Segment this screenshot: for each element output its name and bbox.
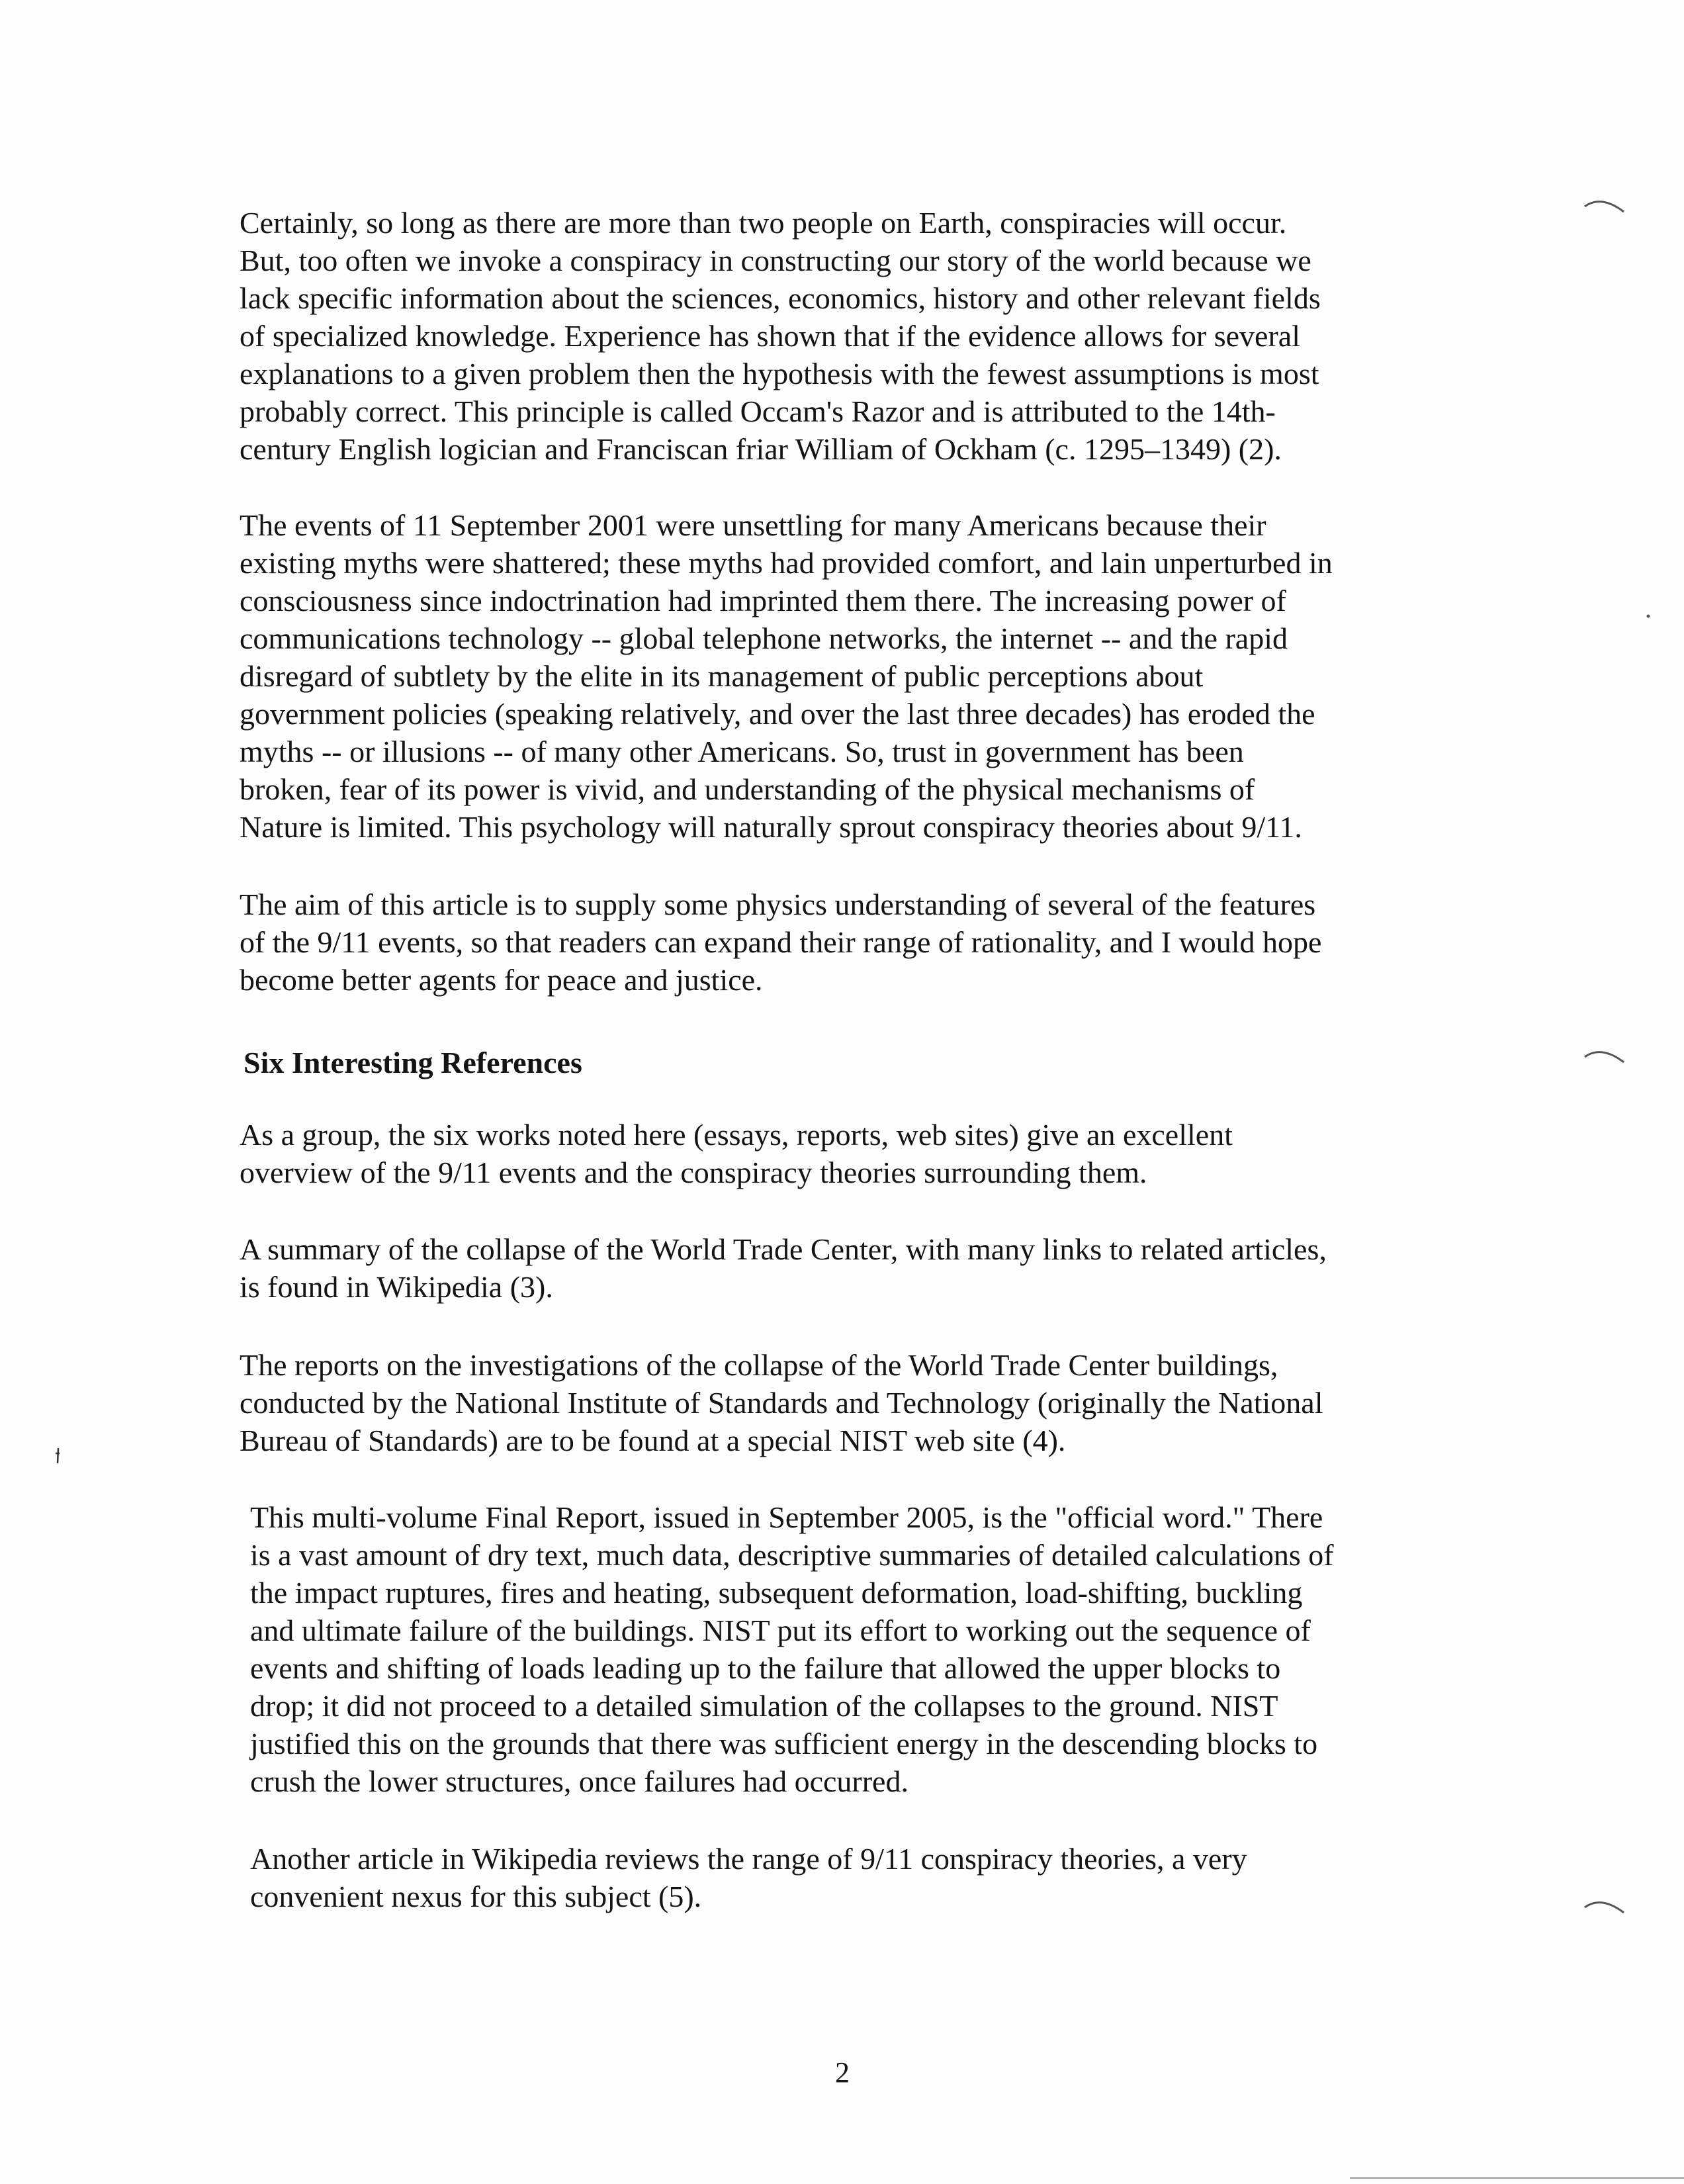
text-line: But, too often we invoke a conspiracy in constructing our story of the world because we [240, 244, 1311, 277]
text-line: is found in Wikipedia (3). [240, 1270, 553, 1304]
paragraph-nist-reports [240, 1346, 1450, 1459]
text-line: The reports on the investigations of the collapse of the World Trade Center buildings, [240, 1348, 1278, 1382]
paragraph-september-events [240, 506, 1450, 846]
text-line: government policies (speaking relatively, and over the last three decades) has eroded the [240, 697, 1315, 731]
text-line: overview of the 9/11 events and the conspiracy theories surrounding them. [240, 1156, 1147, 1189]
text-line: the impact ruptures, fires and heating, subsequent deformation, load-shifting, buckling [250, 1576, 1303, 1610]
scan-speck [1644, 612, 1652, 620]
text-line: Another article in Wikipedia reviews the range of 9/11 conspiracy theories, a very [250, 1842, 1247, 1876]
text-line: Nature is limited. This psychology will naturally sprout conspiracy theories about 9/11. [240, 810, 1302, 844]
paragraph-article-aim [240, 886, 1450, 999]
text-line: of specialized knowledge. Experience has shown that if the evidence allows for several [240, 319, 1300, 353]
page-number: 2 [835, 2056, 850, 2089]
text-line: disregard of subtlety by the elite in its management of public perceptions about [240, 659, 1204, 693]
text-line: lack specific information about the sciences, economics, history and other relevant fields [240, 281, 1321, 315]
text-line: probably correct. This principle is called Occam's Razor and is attributed to the 14th- [240, 394, 1276, 428]
text-line: century English logician and Franciscan friar William of Ockham (c. 1295–1349) (2). [240, 432, 1282, 466]
binder-hole-mark [1581, 1042, 1628, 1069]
section-heading: Six Interesting References [244, 1046, 582, 1079]
text-line: of the 9/11 events, so that readers can expand their range of rationality, and I would hope [240, 925, 1322, 959]
paragraph-wikipedia-wtc [240, 1230, 1450, 1306]
binder-hole-mark [1581, 192, 1628, 218]
text-line: crush the lower structures, once failures had occurred. [250, 1764, 908, 1798]
binder-hole-mark [1581, 1893, 1628, 1919]
paragraph-references-overview [240, 1116, 1450, 1191]
text-line: justified this on the grounds that there was sufficient energy in the descending blocks to [250, 1727, 1318, 1760]
text-line: become better agents for peace and justice. [240, 963, 763, 997]
text-line: This multi-volume Final Report, issued in September 2005, is the "official word." There [250, 1500, 1323, 1534]
text-line: myths -- or illusions -- of many other Americans. So, trust in government has been [240, 735, 1244, 768]
text-line: events and shifting of loads leading up to the failure that allowed the upper blocks to [250, 1651, 1281, 1685]
text-line: conducted by the National Institute of Standards and Technology (originally the National [240, 1386, 1323, 1420]
text-line: communications technology -- global telephone networks, the internet -- and the rapid [240, 621, 1288, 655]
text-line: explanations to a given problem then the hypothesis with the fewest assumptions is most [240, 357, 1319, 390]
paragraph-occams-razor [240, 204, 1450, 468]
text-line: The aim of this article is to supply some physics understanding of several of the features [240, 887, 1316, 921]
scan-speck [53, 1446, 62, 1466]
text-line: The events of 11 September 2001 were unsettling for many Americans because their [240, 508, 1266, 542]
paragraph-conspiracy-theories [250, 1840, 1461, 1915]
scan-edge-line [1350, 2177, 1684, 2179]
text-line: Certainly, so long as there are more than two people on Earth, conspiracies will occur. [240, 206, 1287, 240]
text-line: existing myths were shattered; these myths had provided comfort, and lain unperturbed in [240, 546, 1333, 580]
paragraph-final-report [250, 1498, 1461, 1800]
text-line: and ultimate failure of the buildings. NIST put its effort to working out the sequence of [250, 1614, 1311, 1647]
text-line: Bureau of Standards) are to be found at a special NIST web site (4). [240, 1424, 1066, 1457]
text-line: broken, fear of its power is vivid, and understanding of the physical mechanisms of [240, 772, 1255, 806]
text-line: A summary of the collapse of the World Trade Center, with many links to related articles, [240, 1232, 1327, 1266]
text-line: consciousness since indoctrination had imprinted them there. The increasing power of [240, 584, 1286, 617]
text-line: is a vast amount of dry text, much data, descriptive summaries of detailed calculations of [250, 1538, 1334, 1572]
text-line: convenient nexus for this subject (5). [250, 1880, 702, 1913]
text-line: As a group, the six works noted here (essays, reports, web sites) give an excellent [240, 1118, 1233, 1152]
text-line: drop; it did not proceed to a detailed simulation of the collapses to the ground. NIST [250, 1689, 1278, 1723]
